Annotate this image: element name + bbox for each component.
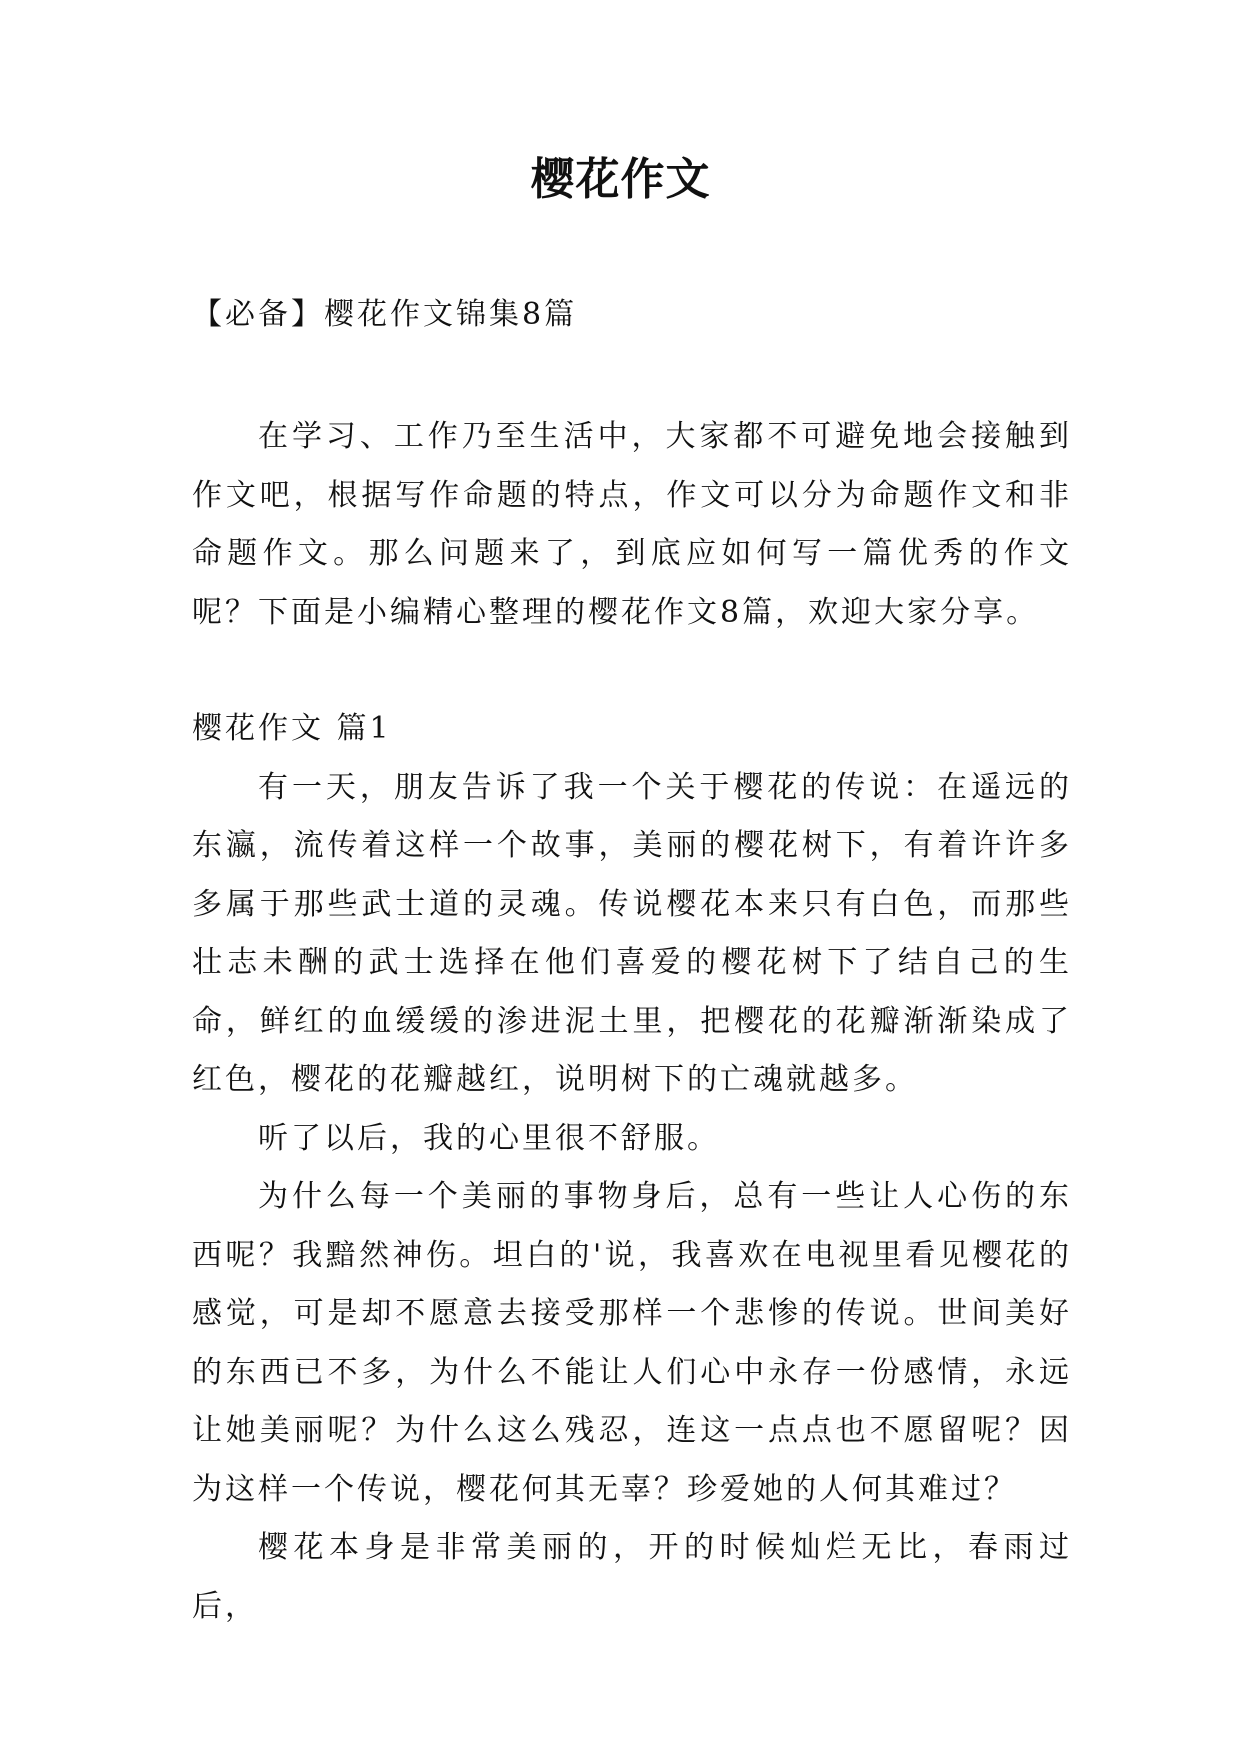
intro-paragraph: 在学习、工作乃至生活中，大家都不可避免地会接触到作文吧，根据写作命题的特点，作文可以分为命题作文和非命题作文。那么问题来了，到底应如何写一篇优秀的作文呢？下面是小编精心整理的樱花作文8篇，欢迎大家分享。 — [192, 419, 1072, 630]
body-paragraph: 樱花本身是非常美丽的，开的时候灿烂无比，春雨过后， — [192, 1530, 1072, 1624]
body-paragraph: 听了以后，我的心里很不舒服。 — [258, 1120, 720, 1156]
body-paragraph: 为什么每一个美丽的事物身后，总有一些让人心伤的东西呢？我黯然神伤。坦白的'说，我喜欢在电视里看见樱花的感觉，可是却不愿意去接受那样一个悲惨的传说。世间美好的东西已不多，为什么不能让人们心中永存一份感情，永远让她美丽呢？为什么这么残忍，连这一点点也不愿留呢？因为这样一个传说，樱花何其无辜？珍爱她的人何其难过？ — [192, 1179, 1072, 1507]
document-subtitle: 【必备】樱花作文锦集8篇 — [192, 297, 578, 332]
document-body — [192, 408, 1072, 1636]
body-paragraph: 有一天，朋友告诉了我一个关于樱花的传说：在遥远的东瀛，流传着这样一个故事，美丽的樱花树下，有着许许多多属于那些武士道的灵魂。传说樱花本来只有白色，而那些壮志未酬的武士选择在他们喜爱的樱花树下了结自己的生命，鲜红的血缓缓的渗进泥土里，把樱花的花瓣渐渐染成了红色，樱花的花瓣越红，说明树下的亡魂就越多。 — [192, 769, 1072, 1097]
document-title: 樱花作文 — [530, 154, 711, 205]
section-heading: 樱花作文 篇1 — [192, 711, 392, 746]
